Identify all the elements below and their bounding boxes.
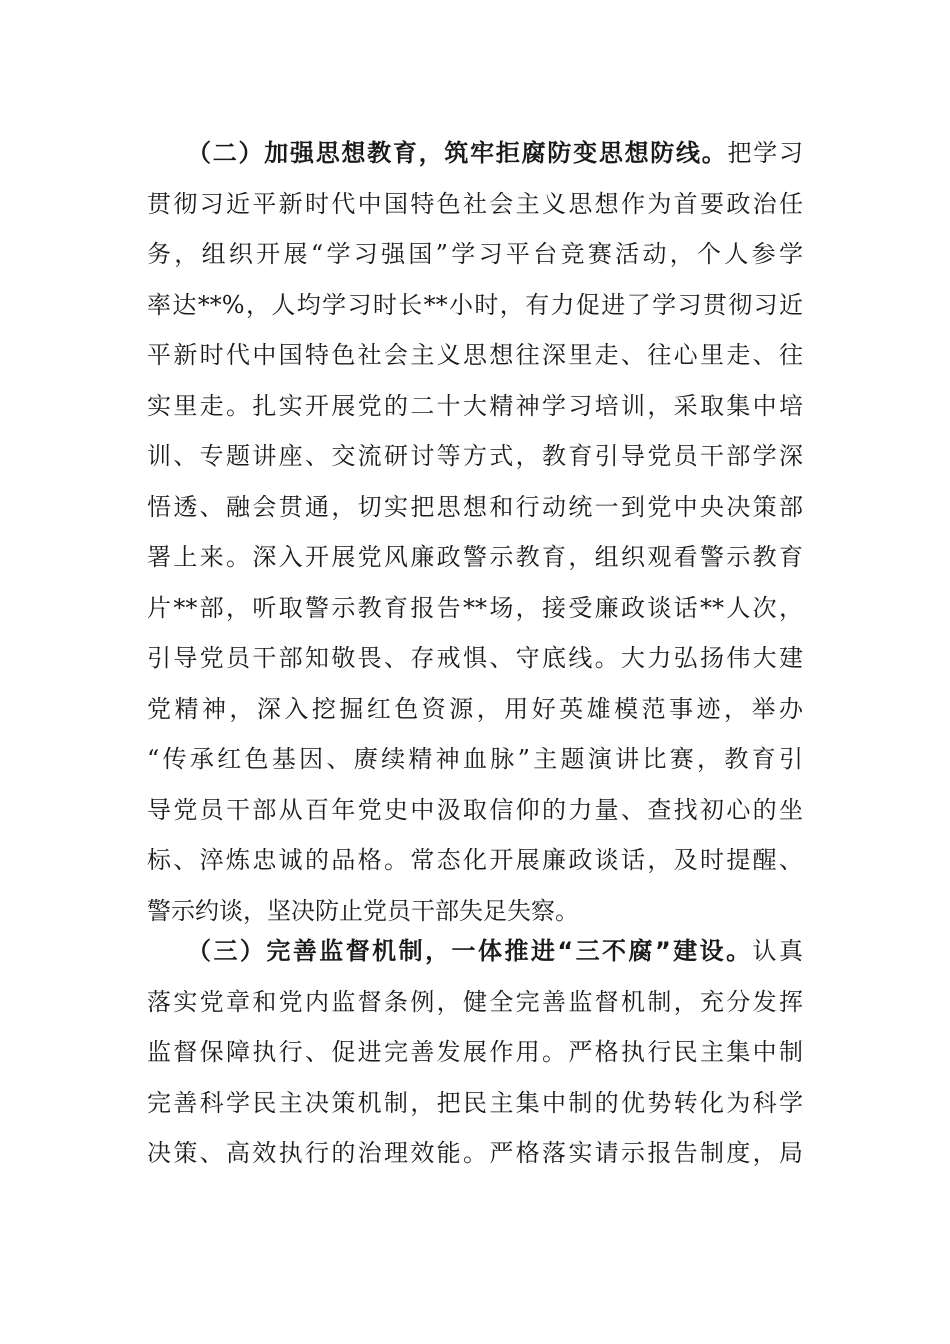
text-line: 率达**%，人均学习时长**小时，有力促进了学习贯彻习近 (147, 290, 803, 319)
text-line: 务，组织开展“学习强国”学习平台竞赛活动，个人参学 (147, 240, 803, 268)
text-line: 认真 (752, 937, 804, 965)
text-line: 完善科学民主决策机制，把民主集中制的优势转化为科学 (147, 1088, 803, 1117)
paragraph-thought-education (147, 128, 803, 936)
text-line: 警示约谈，坚决防止党员干部失足失察。 (147, 896, 579, 925)
text-line: 悟透、融会贯通，切实把思想和行动统一到党中央决策部 (147, 492, 803, 521)
paragraph-first-line (147, 128, 803, 179)
text-line: 贯彻习近平新时代中国特色社会主义思想作为首要政治任 (147, 189, 803, 218)
text-line: 引导党员干部知敬畏、存戒惧、守底线。大力弘扬伟大建 (147, 644, 803, 672)
text-line: 实里走。扎实开展党的二十大精神学习培训，采取集中培 (147, 391, 803, 420)
text-line: 落实党章和党内监督条例，健全完善监督机制，充分发挥 (147, 987, 803, 1016)
text-line: 监督保障执行、促进完善发展作用。严格执行民主集中制 (147, 1038, 803, 1066)
text-line: 决策、高效执行的治理效能。严格落实请示报告制度，局 (147, 1139, 803, 1167)
text-line: 导党员干部从百年党史中汲取信仰的力量、查找初心的坐 (147, 795, 803, 824)
text-line: 平新时代中国特色社会主义思想往深里走、往心里走、往 (147, 341, 803, 369)
text-line: 标、淬炼忠诚的品格。常态化开展廉政谈话，及时提醒、 (147, 846, 803, 874)
text-line: 片**部，听取警示教育报告**场，接受廉政谈话**人次， (147, 593, 803, 622)
text-line: 署上来。深入开展党风廉政警示教育，组织观看警示教育 (147, 543, 803, 571)
text-line: 把学习 (727, 139, 804, 167)
text-line: 党精神，深入挖掘红色资源，用好英雄模范事迹，举办 (147, 694, 803, 723)
paragraph-first-line (147, 926, 803, 977)
paragraph-supervision-mechanism (147, 926, 803, 1179)
section-heading: （二）加强思想教育，筑牢拒腐防变思想防线。 (187, 139, 728, 167)
section-heading: （三）完善监督机制，一体推进“三不腐”建设。 (187, 937, 753, 965)
text-line: 训、专题讲座、交流研讨等方式，教育引导党员干部学深 (147, 442, 803, 470)
text-line: “传承红色基因、赓续精神血脉”主题演讲比赛，教育引 (147, 745, 803, 773)
